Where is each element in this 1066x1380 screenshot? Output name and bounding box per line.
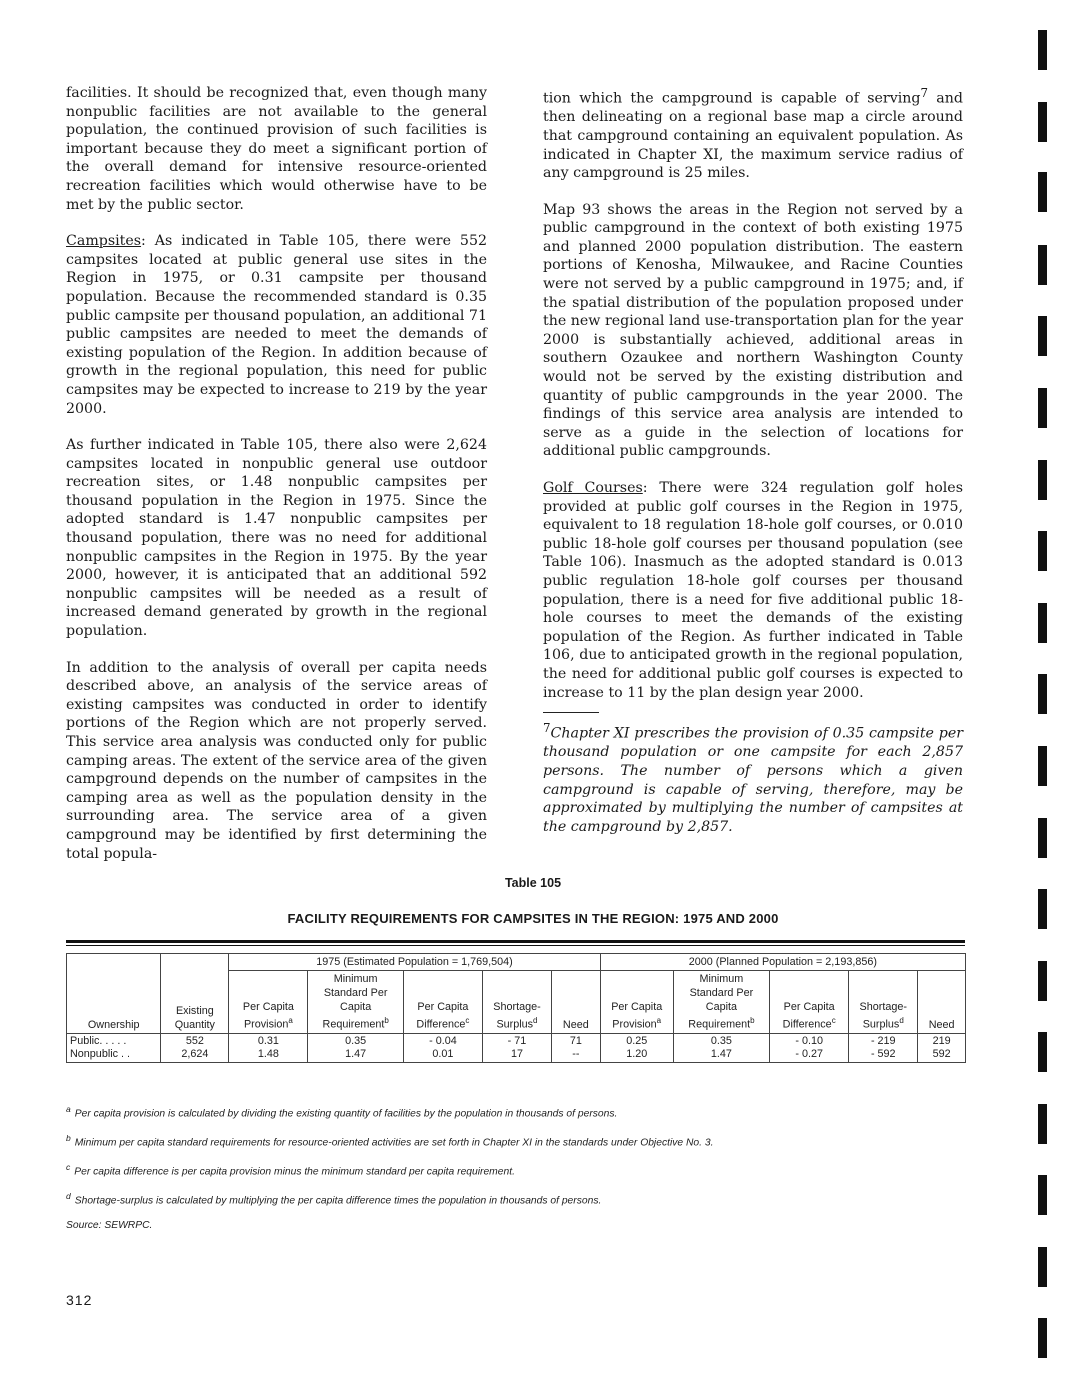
- golf-courses-heading: Golf Courses: [543, 480, 643, 497]
- page-number: 312: [66, 1292, 93, 1308]
- footnote-rule: [543, 712, 599, 713]
- binder-mark: [1038, 460, 1047, 500]
- paragraph: In addition to the analysis of overall per capita needs described above, an analysis of the service areas of existing campsites was conducted in order to identify portions of the Region which are not properly served. This service area analysis was conducted only for public camping areas. The extent of the service area of the given campground depends on the number of campsites in the camping area as well as the population density in the surrounding area. The service area of a given campground may be identified by first determining the total popula-: [66, 659, 487, 862]
- binder-mark: [1038, 531, 1047, 571]
- paragraph-golf-courses: [543, 479, 963, 702]
- table-note-d: $^d$ Shortage-surplus is calculated by multiplying the per capita difference times the population in thousands of persons.: [66, 1190, 602, 1207]
- col-header-difference-1975: Per Capita Difference$^c$: [403, 971, 482, 1034]
- campsite-requirements-table: [66, 953, 966, 1063]
- binder-mark: [1038, 1104, 1047, 1144]
- footnote: [543, 719, 963, 836]
- table-body: [67, 1033, 966, 1062]
- paragraph-text: tion which the campground is capable of serving: [543, 90, 921, 107]
- golf-courses-body: : There were 324 regulation golf holes provided at public golf courses in the Region in 1975, equivalent to 18 regulation 18-hole golf courses, or 0.010 public 18-hole golf courses per thousand population (see Table 106). Inasmuch as the adopted standard is 0.013 public regulation 18-hole golf courses per thousand population, there is a need for five additional public 18-hole courses to meet the demands of the existing population of the Region. As further indicated in Table 106, due to anticipated growth in the regional population, the need for additional public golf courses is expected to increase to 11 by the plan design year 2000.: [543, 480, 963, 701]
- col-header-existing: Existing Quantity: [161, 954, 229, 1034]
- table-group-header-row: [67, 954, 966, 971]
- cell-requirement-2000: 0.35 1.47: [673, 1033, 769, 1062]
- binder-mark: [1038, 388, 1047, 428]
- binder-mark: [1038, 746, 1047, 786]
- cell-difference-1975: - 0.04 0.01: [403, 1033, 482, 1062]
- col-header-requirement-1975: Minimum Standard Per Capita Requirement$^b$: [308, 971, 403, 1034]
- binder-mark: [1038, 245, 1047, 285]
- right-text-column: [543, 84, 963, 836]
- table-notes: [66, 1104, 966, 1244]
- binder-mark: [1038, 30, 1047, 70]
- cell-need-1975: 71 --: [551, 1033, 600, 1062]
- campsites-heading: Campsites: [66, 233, 142, 250]
- binder-mark: [1038, 961, 1047, 1001]
- paragraph-campsites: [66, 232, 487, 418]
- left-text-column: [66, 84, 487, 881]
- col-header-provision-2000: Per Capita Provision$^a$: [600, 971, 673, 1034]
- col-header-ownership: Ownership: [67, 954, 161, 1034]
- cell-provision-2000: 0.25 1.20: [600, 1033, 673, 1062]
- col-header-need-1975: Need: [551, 971, 600, 1034]
- table-note-a: $^a$ Per capita provision is calculated by dividing the existing quantity of facilities by the population in thousands of persons.: [66, 1104, 618, 1120]
- footnote-text: Chapter XI prescribes the provision of 0.35 campsite per thousand population or one campsite for each 2,857 persons. The number of persons which a given campground is capable of serving, therefore, may be approximated by multiplying the number of campsites at the campground by 2,857.: [543, 725, 963, 835]
- table-note-c: $^c$ Per capita difference is per capita provision minus the minimum standard per capita requirement.: [66, 1161, 515, 1178]
- cell-difference-2000: - 0.10 - 0.27: [770, 1033, 849, 1062]
- cell-existing: 552 2,624: [161, 1033, 229, 1062]
- binder-mark: [1038, 818, 1047, 858]
- footnote-mark: 7: [543, 721, 551, 736]
- footnote-ref: 7: [920, 86, 929, 100]
- group-header-2000: 2000 (Planned Population = 2,193,856): [600, 954, 965, 971]
- paragraph-text: and then delineating on a regional base map a circle around that campground containing an equivalent population. As indicated in Chapter XI, the maximum service radius of any campground is 25 miles.: [543, 90, 963, 182]
- paragraph: Map 93 shows the areas in the Region not served by a public campground in the context of both existing 1975 and planned 2000 population distribution. The eastern portions of Kenosha, Milwaukee, and Racine Counties were not served by a public campground in 1975; and, if the spatial distribution of the population proposed under the new regional land use-transportation plan for the year 2000 is substantially achieved, additional areas in southern Ozaukee and northern Washington County would not be served by the existing distribution and quantity of public campgrounds in the year 2000. The findings of this service area analysis are intended to serve as a guide in the selection of locations for additional public campgrounds.: [543, 201, 963, 460]
- binder-mark: [1038, 1318, 1047, 1358]
- table-title: FACILITY REQUIREMENTS FOR CAMPSITES IN THE REGION: 1975 AND 2000: [287, 911, 779, 926]
- table-note-b: $^b$ Minimum per capita standard requirements for resource-oriented activities are set forth in Chapter XI in the standards under Objective No. 3.: [66, 1132, 714, 1149]
- table-row: [67, 1033, 966, 1062]
- col-header-shortage-1975: Shortage-Surplus$^d$: [482, 971, 551, 1034]
- table-source: Source: SEWRPC.: [66, 1219, 153, 1231]
- binder-mark: [1038, 172, 1047, 212]
- binder-mark: [1038, 316, 1047, 356]
- cell-shortage-2000: - 219 - 592: [849, 1033, 918, 1062]
- table-number: Table 105: [504, 876, 562, 890]
- col-header-requirement-2000: Minimum Standard Per Capita Requirement$^b$: [673, 971, 769, 1034]
- cell-shortage-1975: - 71 17: [482, 1033, 551, 1062]
- binder-mark: [1038, 603, 1047, 643]
- cell-need-2000: 219 592: [918, 1033, 966, 1062]
- binder-mark: [1038, 1247, 1047, 1287]
- cell-requirement-1975: 0.35 1.47: [308, 1033, 403, 1062]
- paragraph: As further indicated in Table 105, there also were 2,624 campsites located in nonpublic general use outdoor recreation sites, or 1.48 nonpublic campsites per thousand population in the Region in 1975. Since the adopted standard is 1.47 nonpublic campsites per thousand population, there was no need for additional nonpublic campsites in the Region in 1975. By the year 2000, however, it is anticipated that an additional 592 nonpublic campsites will be needed as a result of increased demand generated by growth in the regional population.: [66, 437, 487, 640]
- paragraph: [543, 84, 963, 183]
- cell-provision-1975: 0.31 1.48: [229, 1033, 308, 1062]
- col-header-provision-1975: Per Capita Provision$^a$: [229, 971, 308, 1034]
- group-header-1975: 1975 (Estimated Population = 1,769,504): [229, 954, 600, 971]
- paragraph: facilities. It should be recognized that, even though many nonpublic facilities are not available to the general population, the continued provision of such facilities is important because they do meet a significant portion of the overall demand for intensive resource-oriented recreation facilities which would otherwise have to be met by the public sector.: [66, 85, 487, 213]
- binder-mark: [1038, 102, 1047, 142]
- binder-mark: [1038, 1175, 1047, 1215]
- table-top-rule-thin: [66, 945, 965, 946]
- campsites-body: : As indicated in Table 105, there were 552 campsites located at public general use sites in the Region in 1975, or 0.31 campsite per thousand population. Because the recommended standard is 0.35 public campsite per thousand population, an additional 71 public campsites are needed to meet the demands of existing population of the Region. In addition because of growth in the regional population, this need for public campsites may be expected to increase to 219 by the year 2000.: [66, 233, 487, 417]
- col-header-shortage-2000: Shortage-Surplus$^d$: [849, 971, 918, 1034]
- col-header-difference-2000: Per Capita Difference$^c$: [770, 971, 849, 1034]
- table-top-rule: [66, 940, 965, 943]
- col-header-need-2000: Need: [918, 971, 966, 1034]
- cell-ownership: Public. . . . . Nonpublic . .: [67, 1033, 161, 1062]
- binder-mark: [1038, 674, 1047, 714]
- binder-mark: [1038, 1032, 1047, 1072]
